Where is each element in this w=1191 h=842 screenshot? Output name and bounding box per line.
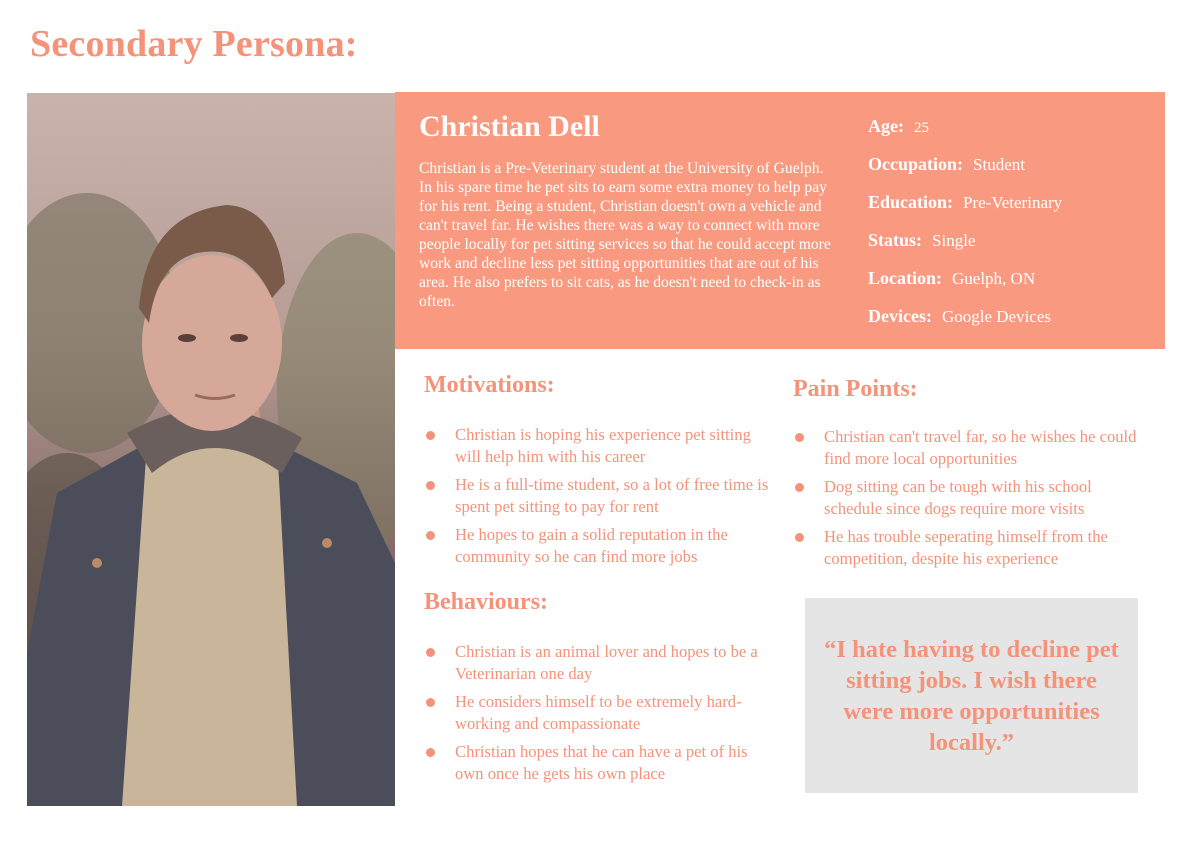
bullet-icon xyxy=(795,433,804,442)
fact-label: Location: xyxy=(868,268,942,288)
fact-label: Education: xyxy=(868,192,954,212)
fact-value: Guelph, ON xyxy=(952,269,1036,288)
fact-location xyxy=(868,268,1158,306)
list-item-text: He has trouble seperating himself from the competition, despite his experience xyxy=(824,527,1108,568)
bullet-icon xyxy=(795,483,804,492)
fact-age xyxy=(868,116,1158,154)
bullet-icon xyxy=(426,531,435,540)
list-item xyxy=(424,691,779,735)
pain-points-title: Pain Points: xyxy=(793,376,918,402)
persona-name: Christian Dell xyxy=(419,110,600,143)
bullet-icon xyxy=(426,481,435,490)
fact-label: Occupation: xyxy=(868,154,964,174)
page-title: Secondary Persona: xyxy=(30,23,358,65)
persona-photo xyxy=(27,93,395,806)
quote-box xyxy=(805,598,1138,793)
list-item-text: Christian is an animal lover and hopes to be a Veterinarian one day xyxy=(455,642,758,683)
fact-value: 25 xyxy=(913,120,929,136)
bullet-icon xyxy=(426,698,435,707)
persona-bio: Christian is a Pre-Veterinary student at the University of Guelph. In his spare time he pet sits to earn some extra money to help pay for his rent. Being a student, Christian doesn't own a vehicle and can't travel far. He wishes there was a way to connect with more people locally for pet sitting services so that he could accept more work and decline less pet sitting opportunities that are out of his area. He also prefers to sit cats, as he doesn't need to check-in as often. xyxy=(419,160,831,310)
list-item-text: Dog sitting can be tough with his school schedule since dogs require more visits xyxy=(824,477,1092,518)
list-item xyxy=(424,741,779,785)
bullet-icon xyxy=(426,748,435,757)
list-item xyxy=(424,474,779,518)
behaviours-list xyxy=(424,641,779,791)
fact-label: Age: xyxy=(868,116,904,136)
fact-devices xyxy=(868,306,1158,344)
bullet-icon xyxy=(426,431,435,440)
list-item-text: Christian is hoping his experience pet sitting will help him with his career xyxy=(455,425,751,466)
motivations-title: Motivations: xyxy=(424,372,555,398)
persona-facts xyxy=(868,116,1158,344)
list-item xyxy=(793,476,1148,520)
list-item xyxy=(793,526,1148,570)
fact-value: Student xyxy=(973,155,1025,174)
list-item-text: Christian hopes that he can have a pet of his own once he gets his own place xyxy=(455,742,748,783)
fact-value: Single xyxy=(932,231,976,250)
list-item xyxy=(793,426,1148,470)
list-item-text: He is a full-time student, so a lot of free time is spent pet sitting to pay for rent xyxy=(455,475,769,516)
list-item xyxy=(424,424,779,468)
list-item xyxy=(424,524,779,568)
fact-value: Pre-Veterinary xyxy=(963,193,1063,212)
fact-status xyxy=(868,230,1158,268)
list-item-text: He hopes to gain a solid reputation in the community so he can find more jobs xyxy=(455,525,728,566)
fact-value: Google Devices xyxy=(941,307,1052,326)
list-item-text: Christian can't travel far, so he wishes he could find more local opportunities xyxy=(824,427,1137,468)
list-item xyxy=(424,641,779,685)
fact-label: Devices: xyxy=(868,306,932,326)
bullet-icon xyxy=(426,648,435,657)
list-item-text: He considers himself to be extremely hard-working and compassionate xyxy=(455,692,742,733)
persona-header-panel xyxy=(395,92,1165,349)
bullet-icon xyxy=(795,533,804,542)
motivations-list xyxy=(424,424,779,574)
pain-points-list xyxy=(793,426,1148,576)
fact-education xyxy=(868,192,1158,230)
behaviours-title: Behaviours: xyxy=(424,589,549,615)
fact-occupation xyxy=(868,154,1158,192)
persona-quote: “I hate having to decline pet sitting jobs. I wish there were more opportunities locally.” xyxy=(824,635,1119,756)
fact-label: Status: xyxy=(868,230,923,250)
